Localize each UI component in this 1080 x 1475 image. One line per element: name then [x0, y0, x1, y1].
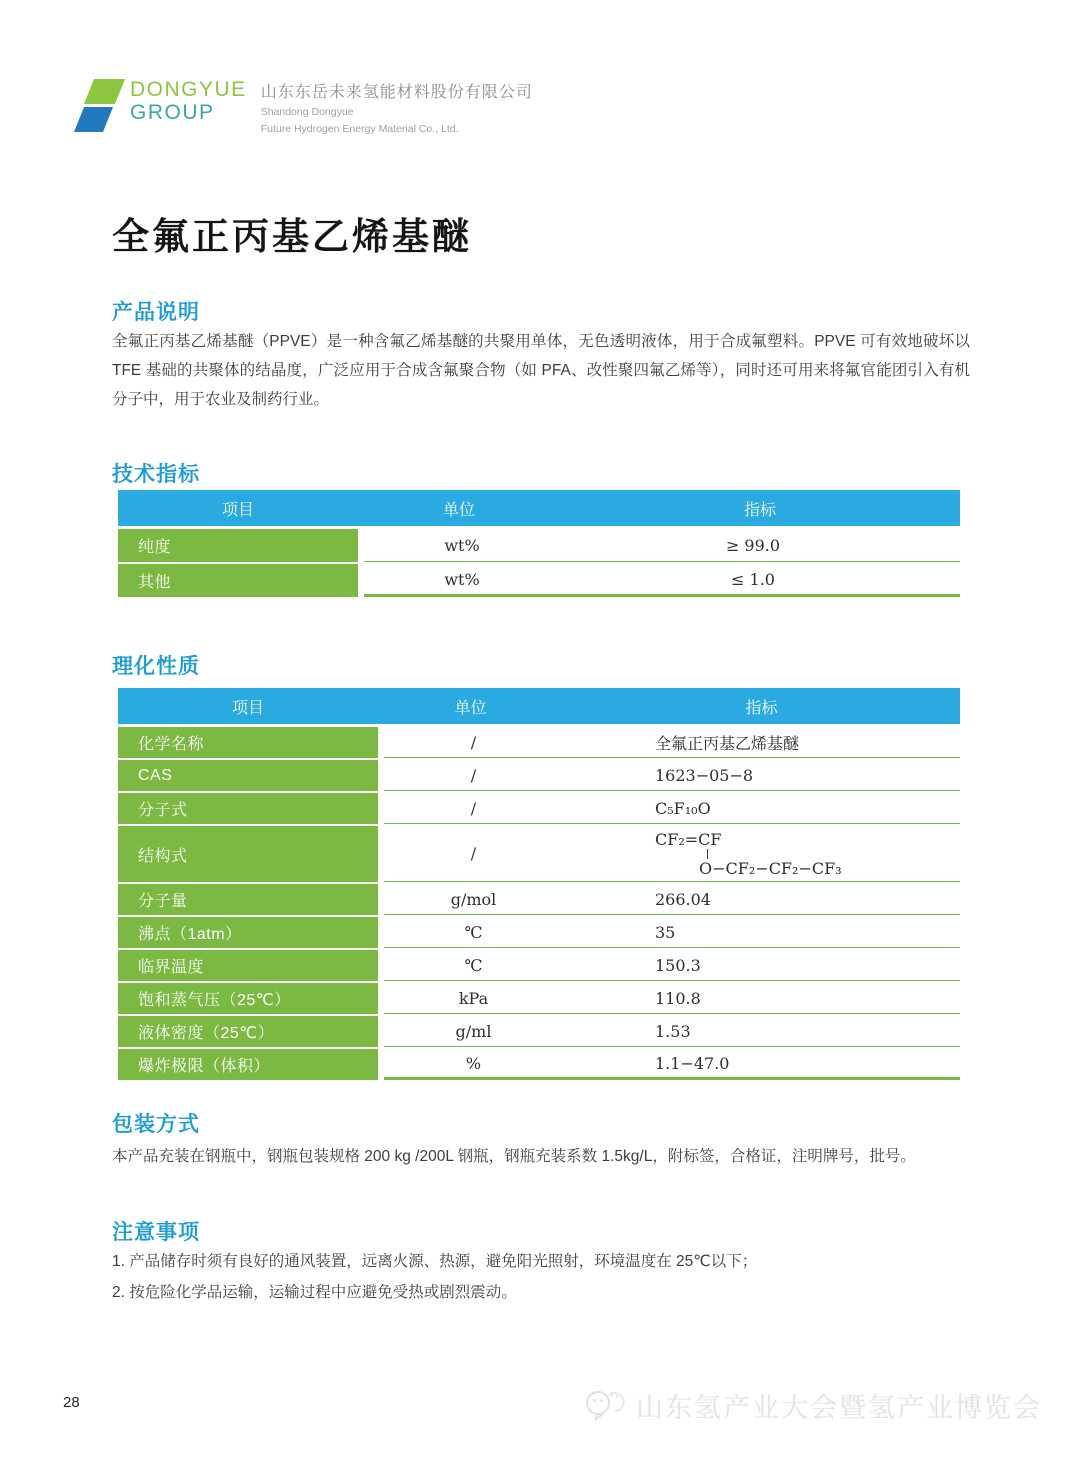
row-unit-cell: g/ml [455, 1021, 492, 1041]
precaution-item-1: 1. 产品储存时须有良好的通风装置，远离火源、热源，避免阳光照射，环境温度在 25℃以下； [112, 1253, 758, 1270]
company-name-en-line1: Shandong Dongyue [260, 106, 354, 118]
table-row [118, 884, 960, 915]
section-heading-precautions: 注意事项 [112, 1221, 200, 1244]
row-label-cell: 结构式 [118, 826, 378, 882]
packaging-paragraph: 本产品充装在钢瓶中，钢瓶包装规格 200 kg /200L 钢瓶，钢瓶充装系数 1.5kg/L，附标签，合格证，注明牌号，批号。 [112, 1148, 916, 1165]
precaution-item-2: 2. 按危险化学品运输，运输过程中应避免受热或剧烈震动。 [112, 1284, 517, 1301]
row-unit-cell: wt% [444, 569, 480, 589]
row-unit-cell: / [470, 765, 477, 785]
formula-line2: O−CF₂−CF₂−CF₃ [699, 858, 842, 878]
row-label-cell: 沸点（1atm） [118, 917, 378, 948]
watermark-text: 山东氢产业大会暨氢产业博览会 [636, 1393, 1042, 1423]
description-paragraph: 全氟正丙基乙烯基醚（PPVE）是一种含氟乙烯基醚的共聚用单体，无色透明液体，用于合成氟塑料。PPVE 可有效地破坏以 TFE 基础的共聚体的结晶度，广泛应用于合成含氟聚合物（如 PFA、改性聚四氟乙烯等），同时还可用来将氟官能团引入有机分子中，用于农业及制药行业。 [112, 333, 970, 408]
table-row [118, 1016, 960, 1047]
table-header-row [118, 490, 960, 526]
row-unit-cell: % [465, 1053, 482, 1073]
row-unit-cell: / [470, 798, 477, 818]
row-unit-cell: wt% [444, 535, 480, 555]
column-header-item: 项目 [221, 501, 254, 519]
row-value-cell: ≤ 1.0 [731, 569, 775, 589]
brand-header [76, 78, 533, 136]
row-unit-cell: ℃ [464, 955, 483, 975]
row-value-cell: 266.04 [655, 889, 711, 909]
section-heading-tech-specs: 技术指标 [112, 463, 200, 486]
row-label-cell: 分子式 [118, 793, 378, 824]
row-label-cell: 分子量 [118, 884, 378, 915]
column-header-item: 项目 [231, 699, 264, 717]
company-name-cn: 山东东岳未来氢能材料股份有限公司 [260, 84, 533, 101]
column-header-unit: 单位 [442, 501, 475, 519]
row-label-cell: 化学名称 [118, 727, 378, 758]
logo-green-parallelogram [84, 79, 125, 104]
row-unit-cell: / [470, 844, 477, 863]
dongyue-logo-icon [76, 78, 126, 136]
table-row [118, 727, 960, 758]
precautions-list [112, 1246, 980, 1308]
table-header-row [118, 688, 960, 724]
column-header-value: 指标 [743, 501, 776, 519]
section-heading-description: 产品说明 [112, 301, 200, 324]
row-label-cell: 液体密度（25℃） [118, 1016, 378, 1047]
formula-bond-line [707, 849, 708, 859]
row-value-cell: 1.1−47.0 [655, 1053, 730, 1073]
logo-word-dongyue: DONGYUE [130, 78, 247, 101]
row-unit-cell: g/mol [450, 889, 497, 909]
logo-blue-parallelogram [74, 107, 113, 132]
row-value-cell: 150.3 [655, 955, 701, 975]
table-row [118, 760, 960, 791]
wechat-bubbles-icon [584, 1389, 626, 1423]
logo-word-group: GROUP [130, 101, 215, 124]
section-heading-properties: 理化性质 [112, 655, 200, 678]
column-header-value: 指标 [745, 699, 778, 717]
company-name-block [261, 78, 533, 136]
table-row [118, 917, 960, 948]
row-unit-cell: ℃ [464, 922, 483, 942]
table-row [118, 1049, 960, 1080]
row-value-cell: ≥ 99.0 [725, 535, 781, 555]
row-label-cell: 饱和蒸气压（25℃） [118, 983, 378, 1014]
row-value-cell: 1623−05−8 [655, 765, 754, 785]
row-value-cell: C₅F₁₀O [655, 798, 711, 818]
row-value-cell [563, 829, 960, 879]
structural-formula [655, 829, 960, 879]
table-row [118, 793, 960, 824]
section-heading-packaging: 包装方式 [112, 1113, 200, 1136]
page-title: 全氟正丙基乙烯基醚 [112, 216, 472, 257]
row-label-cell: 临界温度 [118, 950, 378, 981]
row-value-cell: 110.8 [655, 988, 701, 1008]
row-label-cell: 其他 [118, 564, 358, 597]
properties-table [118, 688, 960, 1082]
table-row [118, 950, 960, 981]
row-label-cell: 爆炸极限（体积） [118, 1049, 378, 1080]
company-name-en-line2: Future Hydrogen Energy Material Co., Ltd. [260, 123, 459, 135]
page-number: 28 [63, 1394, 80, 1411]
table-row-structural-formula [118, 826, 960, 882]
tech-specs-table [118, 490, 960, 599]
table-row [118, 564, 960, 597]
logo-wordmark [130, 78, 247, 124]
table-row [118, 529, 960, 562]
row-value-cell: 1.53 [655, 1021, 691, 1041]
table-row [118, 983, 960, 1014]
column-header-unit: 单位 [454, 699, 487, 717]
row-label-cell: CAS [118, 760, 378, 791]
row-unit-cell: / [470, 732, 477, 752]
formula-line1: CF₂=CF [655, 829, 722, 849]
row-unit-cell: kPa [458, 988, 489, 1008]
row-value-cell: 全氟正丙基乙烯基醚 [655, 733, 800, 753]
row-label-cell: 纯度 [118, 529, 358, 562]
row-value-cell: 35 [655, 922, 676, 942]
footer-watermark [584, 1386, 1042, 1425]
